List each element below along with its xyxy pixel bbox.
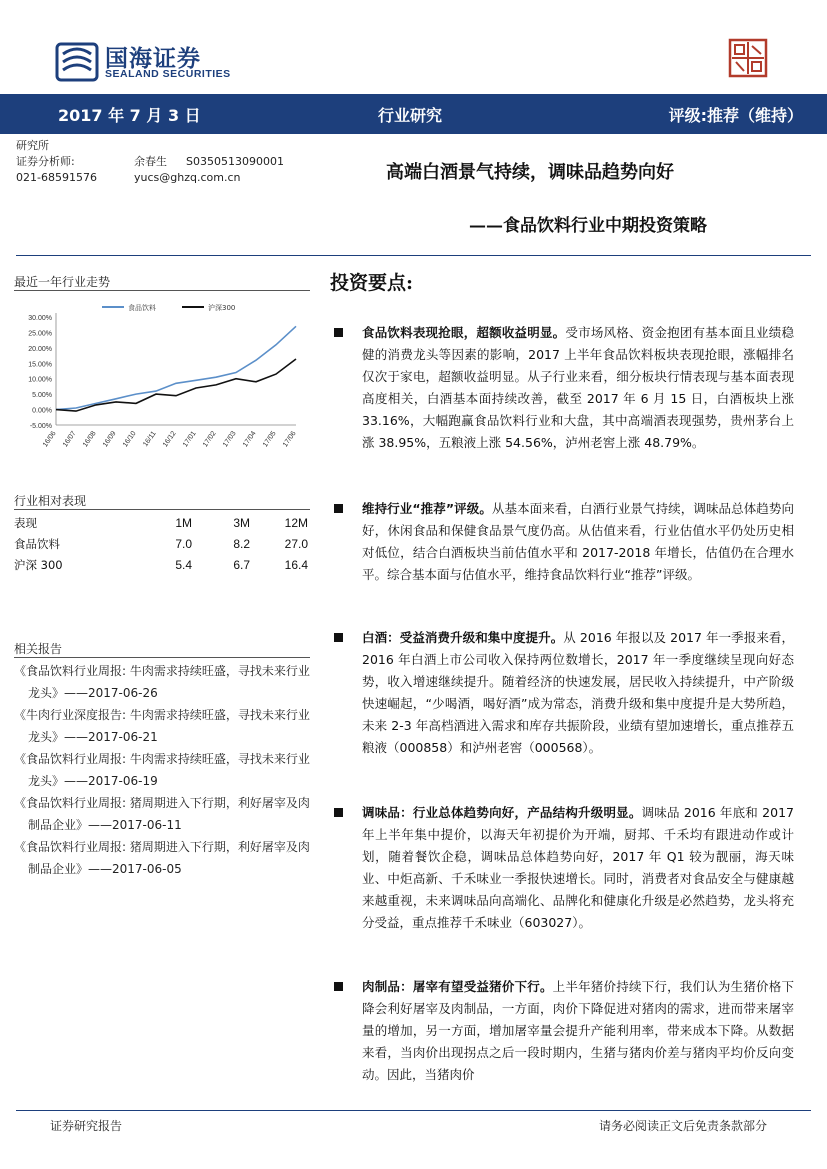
sealand-logo-icon: [55, 40, 99, 84]
perf-row-label: 食品饮料: [14, 536, 60, 551]
key-point: [334, 322, 794, 454]
list-item[interactable]: 《食品饮料行业周报: 牛肉需求持续旺盛，寻找未来行业龙头》——2017-06-19: [14, 752, 310, 788]
analyst-name: 余春生: [134, 155, 167, 168]
list-item[interactable]: 《食品饮料行业周报: 猪周期进入下行期，利好屠宰及肉制品企业》——2017-06-11: [14, 796, 310, 832]
key-point-body: 上半年猪价持续下行，我们认为生猪价格下降会利好屠宰及肉制品，一方面，肉价下降促进对猪肉的需求，进而带来屠宰量的增加，另一方面，增加屠宰量会提升产能利用率，带来成本下降。从数据来看，当肉价出现拐点之后一段时期内，生猪与猪肉价差与猪肉平均价反向变动。因此，当猪肉价: [362, 979, 794, 1082]
analyst-phone: 021-68591576: [16, 171, 97, 184]
perf-cell: 27.0: [284, 536, 308, 551]
perf-cell: 8.2: [233, 536, 250, 551]
list-item[interactable]: 《牛肉行业深度报告: 牛肉需求持续旺盛，寻找未来行业龙头》——2017-06-21: [14, 708, 310, 744]
analyst-cert: S0350513090001: [186, 155, 284, 168]
x-tick-label: 16/11: [142, 430, 158, 449]
perf-cell: 7.0: [175, 536, 192, 551]
key-point-lead: 肉制品：屠宰有望受益猪价下行。: [362, 979, 553, 994]
key-point-lead: 维持行业“推荐”评级。: [362, 501, 492, 516]
key-point-body: 从基本面来看，白酒行业景气持续，调味品总体趋势向好，休闲食品和保健食品景气度仍高。从估值来看，行业估值水平仍处历史相对低位，结合白酒板块当前估值水平和 2017-2018 年增长，估值仍在合理水平。综合基本面与估值水平，维持食品饮料行业“推荐”评级。: [362, 501, 794, 582]
y-tick-label: 25.00%: [28, 330, 52, 338]
header-divider: [16, 255, 811, 256]
y-tick-label: -5.00%: [29, 423, 52, 430]
reports-heading: 相关报告: [14, 642, 63, 656]
key-point-body: 受市场风格、资金抱团有基本面且业绩稳健的消费龙头等因素的影响，2017 上半年食品饮料板块表现抢眼，涨幅排名仅次于家电，超额收益明显。从子行业来看，细分板块行情表现与基本面表现高度相关，白酒基本面持续改善，截至 2017 年 6 月 15 日，白酒板块上涨 33.16%，大幅跑赢食品饮料行业和大盘，其中高端酒表现强势，贵州茅台上涨 38.95%，五粮液上涨 54.56%，泸州老窖上涨 48.79%。: [362, 325, 794, 450]
y-tick-label: 0.00%: [32, 407, 52, 415]
trend-rule: [14, 290, 310, 291]
legend-label: 沪深300: [208, 304, 236, 312]
bullet-square-icon: [334, 808, 343, 817]
perf-header-1m: 1M: [175, 515, 192, 530]
perf-header-3m: 3M: [233, 515, 250, 530]
series-line-food-beverage: [56, 326, 296, 409]
bullet-square-icon: [334, 982, 343, 991]
y-tick-label: 20.00%: [28, 345, 52, 353]
list-item[interactable]: 《食品饮料行业周报: 牛肉需求持续旺盛，寻找未来行业龙头》——2017-06-26: [14, 664, 310, 700]
reports-rule: [14, 657, 310, 658]
key-point-body: 从 2016 年报以及 2017 年一季报来看，2016 年白酒上市公司收入保持两位数增长，2017 年一季度继续呈现向好态势，收入增速继续提升。随着经济的快速发展，居民收入持续提升，中产阶级快速崛起，“少喝酒，喝好酒”成为常态，消费升级和集中度提升是大势所趋，未来 2-3 年高档酒进入需求和库存共振阶段，业绩有望加速增长，重点推荐五粮液（000858）和泸州老窖（000568）。: [362, 630, 794, 755]
rating: 评级:推荐（维持）: [668, 106, 803, 125]
perf-header-row: [14, 512, 310, 533]
report-info-bar: [0, 94, 827, 134]
x-tick-label: 16/06: [41, 430, 58, 449]
bullet-square-icon: [334, 504, 343, 513]
perf-cell: 5.4: [175, 557, 192, 572]
logo-chinese-name: 国海证券: [105, 46, 201, 72]
perf-header-12m: 12M: [284, 515, 308, 530]
key-point: [334, 627, 794, 759]
table-row: [14, 533, 310, 554]
related-reports: [14, 660, 314, 880]
x-tick-label: 17/05: [261, 430, 278, 449]
x-tick-label: 17/04: [241, 430, 258, 449]
report-subtitle: ——食品饮料行业中期投资策略: [469, 216, 707, 236]
x-tick-label: 17/01: [181, 430, 198, 449]
report-title: 高端白酒景气持续，调味品趋势向好: [386, 162, 674, 183]
x-tick-label: 16/07: [61, 430, 78, 449]
perf-cell: 6.7: [233, 557, 250, 572]
key-point: [334, 802, 794, 934]
report-type: 行业研究: [378, 106, 443, 125]
series-line-csi300: [56, 359, 296, 411]
perf-row-label: 沪深 300: [14, 557, 63, 572]
x-tick-label: 17/02: [201, 430, 218, 449]
key-point-body: 调味品 2016 年底和 2017 年上半年集中提价，以海天年初提价为开端，厨邦、千禾均有跟进动作或计划，随着餐饮企稳，调味品总体趋势向好，2017 年 Q1 较为靓丽，海天味业、中炬高新、千禾味业一季报快速增长。同时，消费者对食品安全与健康越来越重视，未来调味品向高端化、品牌化和健康化升级是必然趋势，龙头将充分受益，重点推荐千禾味业（603027）。: [362, 805, 794, 930]
x-tick-label: 16/08: [81, 430, 98, 449]
key-point-lead: 食品饮料表现抢眼，超额收益明显。: [362, 325, 566, 340]
key-point: [334, 976, 794, 1086]
x-tick-label: 17/06: [281, 430, 298, 449]
legend-label: 食品饮料: [128, 304, 156, 312]
list-item[interactable]: 《食品饮料行业周报: 猪周期进入下行期，利好屠宰及肉制品企业》——2017-06-05: [14, 840, 310, 876]
bullet-square-icon: [334, 328, 343, 337]
x-tick-label: 16/12: [161, 430, 178, 449]
key-point-lead: 白酒：受益消费升级和集中度提升。: [362, 630, 564, 645]
perf-cell: 16.4: [284, 557, 308, 572]
y-tick-label: 15.00%: [28, 361, 52, 369]
report-date: 2017 年 7 月 3 日: [58, 106, 201, 125]
footer-divider: [16, 1110, 811, 1111]
perf-rule: [14, 509, 310, 510]
company-logo: [55, 38, 285, 86]
analyst-email[interactable]: yucs@ghzq.com.cn: [134, 171, 241, 184]
footer-left-text: 证券研究报告: [50, 1119, 123, 1133]
y-tick-label: 5.00%: [32, 392, 52, 400]
logo-english-name: SEALAND SECURITIES: [105, 68, 231, 80]
y-tick-label: 30.00%: [28, 315, 52, 322]
key-point: [334, 498, 794, 586]
x-tick-label: 16/10: [121, 430, 138, 449]
bullet-square-icon: [334, 633, 343, 642]
x-tick-label: 16/09: [101, 430, 118, 449]
trend-heading: 最近一年行业走势: [14, 275, 111, 289]
analyst-role: 证券分析师:: [16, 155, 75, 168]
perf-heading: 行业相对表现: [14, 494, 87, 508]
analyst-info: [16, 138, 284, 186]
y-tick-label: 10.00%: [28, 376, 52, 384]
research-dept: 研究所: [16, 139, 49, 152]
x-tick-label: 17/03: [221, 430, 238, 449]
research-seal-icon: [728, 38, 768, 78]
perf-header-label: 表现: [14, 515, 37, 530]
key-points-heading: 投资要点:: [330, 272, 414, 294]
footer-disclaimer: 请务必阅读正文后免责条款部分: [598, 1119, 767, 1133]
perf-table: [14, 512, 310, 575]
table-row: [14, 554, 310, 575]
trend-chart: [14, 295, 314, 475]
key-point-lead: 调味品：行业总体趋势向好，产品结构升级明显。: [362, 805, 642, 820]
